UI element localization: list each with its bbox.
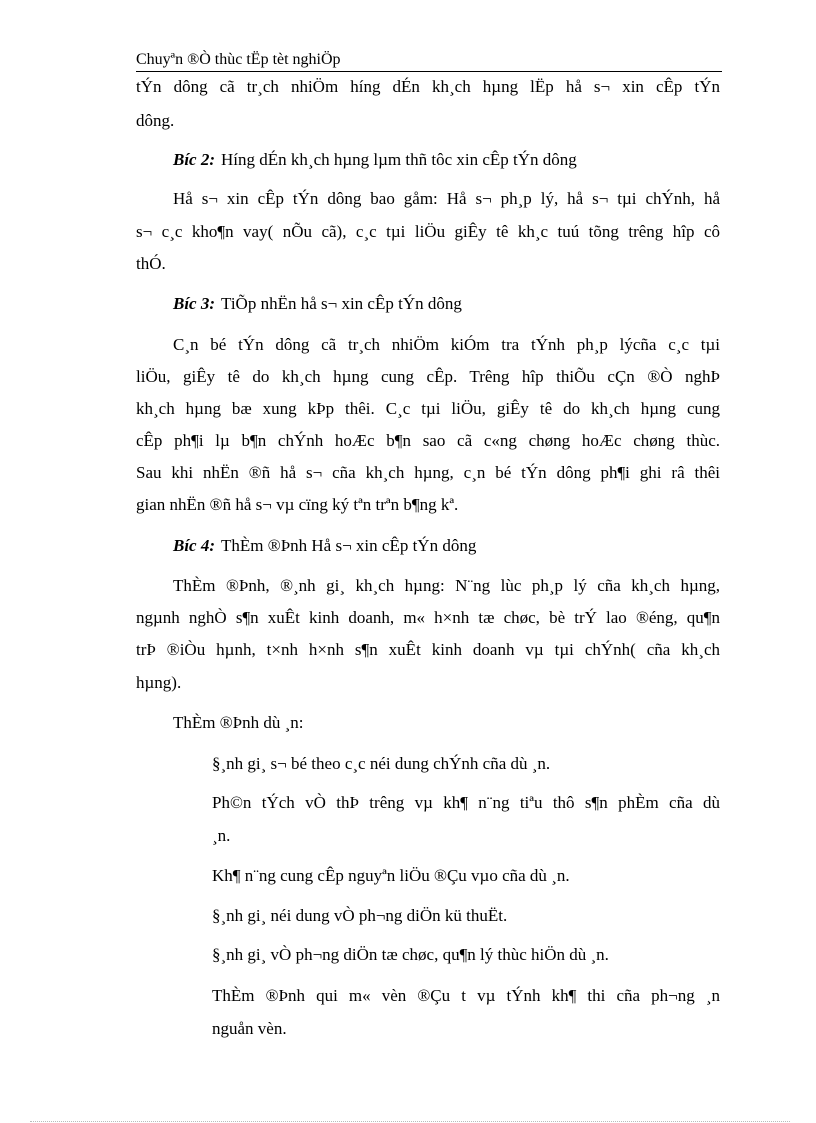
step-4-heading — [173, 536, 476, 556]
body-line: trÞ ®iÒu hµnh, t×nh h×nh s¶n xuÊt kinh doanh vµ tµi chÝnh( cña kh¸ch — [136, 640, 720, 659]
list-item-continued: nguån vèn. — [212, 1019, 287, 1038]
body-line: ngµnh nghÒ s¶n xuÊt kinh doanh, m« h×nh tæ chøc, bè trÝ lao ®éng, qu¶n — [136, 608, 720, 627]
body-line: liÖu, giÊy tê do kh¸ch hµng cung cÊp. Trêng hîp thiÕu cÇn ®Ò nghÞ — [136, 367, 720, 386]
step-4-text: ThÈm ®Þnh Hå s¬ xin cÊp tÝn dông — [221, 536, 477, 555]
body-line: hµng). — [136, 673, 182, 692]
body-line: Hå s¬ xin cÊp tÝn dông bao gåm: Hå s¬ ph¸p lý, hå s¬ tµi chÝnh, hå — [173, 189, 720, 208]
body-line: C¸n bé tÝn dông cã tr¸ch nhiÖm kiÓm tra tÝnh ph¸p lýcña c¸c tµi — [173, 335, 720, 354]
body-line: ThÈm ®Þnh, ®¸nh gi¸ kh¸ch hµng: N¨ng lùc ph¸p lý cña kh¸ch hµng, — [173, 576, 720, 595]
body-line: gian nhËn ®ñ hå s¬ vµ cïng ký tªn trªn b¶ng kª. — [136, 495, 459, 514]
body-line: cÊp ph¶i lµ b¶n chÝnh hoÆc b¶n sao cã c«ng chøng hoÆc chøng thùc. — [136, 431, 720, 450]
body-line: tÝn dông cã tr¸ch nhiÖm híng dÉn kh¸ch hµng lËp hå s¬ xin cÊp tÝn — [136, 77, 720, 96]
page-bottom-rule — [30, 1121, 790, 1122]
body-line: Sau khi nhËn ®ñ hå s¬ cña kh¸ch hµng, c¸n bé tÝn dông ph¶i ghi râ thêi — [136, 463, 720, 482]
page-header: Chuyªn ®Ò thùc tËp tèt nghiÖp — [136, 50, 722, 72]
body-line: ThÈm ®Þnh dù ¸n: — [173, 713, 304, 732]
list-item-continued: ¸n. — [212, 826, 231, 845]
step-2-text: Híng dÉn kh¸ch hµng lµm thñ tôc xin cÊp tÝn dông — [221, 150, 577, 169]
list-item: Kh¶ n¨ng cung cÊp nguyªn liÖu ®Çu vµo cña dù ¸n. — [212, 866, 570, 885]
list-item: ThÈm ®Þnh qui m« vèn ®Çu t vµ tÝnh kh¶ thi cña ph¬ng ¸n — [212, 986, 720, 1005]
step-4-label: Bíc 4: — [173, 536, 216, 555]
list-item: §¸nh gi¸ s¬ bé theo c¸c néi dung chÝnh cña dù ¸n. — [212, 754, 551, 773]
step-2-label: Bíc 2: — [173, 150, 216, 169]
body-line: dông. — [136, 111, 175, 130]
body-line: thÓ. — [136, 254, 166, 273]
body-line: kh¸ch hµng bæ xung kÞp thêi. C¸c tµi liÖu, giÊy tê do kh¸ch hµng cung — [136, 399, 720, 418]
body-line: s¬ c¸c kho¶n vay( nÕu cã), c¸c tµi liÖu giÊy tê kh¸c tuú tõng trêng hîp cô — [136, 222, 720, 241]
step-2-heading — [173, 150, 577, 170]
list-item: Ph©n tÝch vÒ thÞ trêng vµ kh¶ n¨ng tiªu thô s¶n phÈm cña dù — [212, 793, 720, 812]
step-3-text: TiÕp nhËn hå s¬ xin cÊp tÝn dông — [221, 294, 462, 313]
step-3-label: Bíc 3: — [173, 294, 216, 313]
list-item: §¸nh gi¸ vÒ ph¬ng diÖn tæ chøc, qu¶n lý thùc hiÖn dù ¸n. — [212, 945, 609, 964]
list-item: §¸nh gi¸ néi dung vÒ ph¬ng diÖn kü thuËt. — [212, 906, 508, 925]
step-3-heading — [173, 294, 462, 314]
